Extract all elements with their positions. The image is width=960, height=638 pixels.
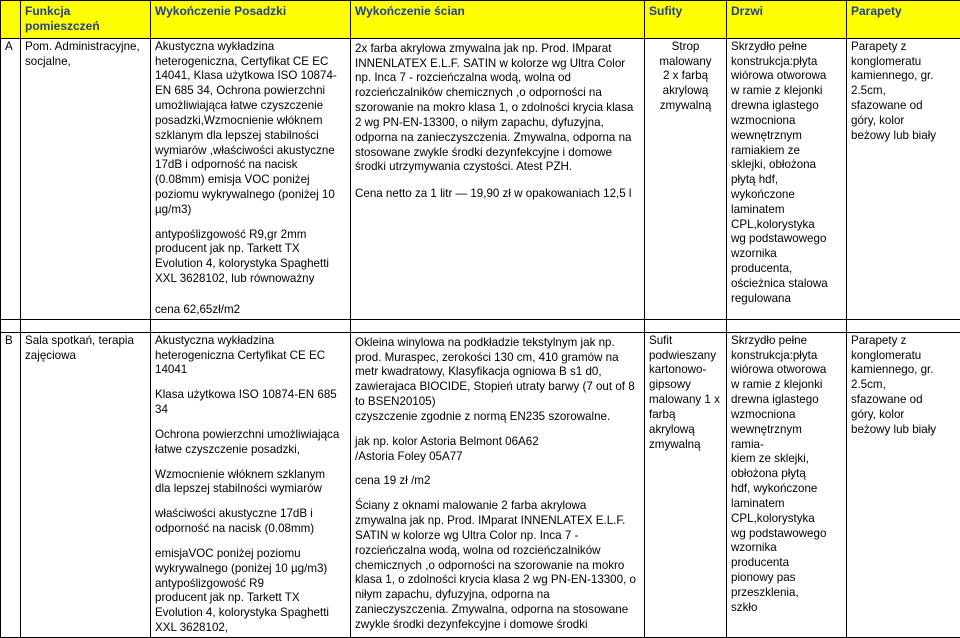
floor-finish: Akustyczna wykładzina heterogeniczna Certyfikat CE EC 14041 Klasa użytkowa ISO 10874-EN 685 34 Ochrona powierzchni umożliwiająca łatwe czyszczenie posadzki, Wzmocnienie włóknem szklanym dla lepszej stabilności wymiarów właściwości akustyczne 17dB i odporność na nacisk (0.08mm) emisjaVOC poniżej poziomu wykrywalnego (poniżej 10 µg/m3) antypoślizgowość R9 producent jak np. Tarkett TX Evolution 4, kolorystyka Spaghetti XXL 3628102,: [151, 332, 351, 637]
table-row: [1, 38, 960, 319]
row-id: B: [1, 332, 21, 637]
header-id: [1, 1, 21, 39]
row-id: A: [1, 38, 21, 319]
ceiling-finish: Sufit podwieszany kartonowo- gipsowy malowany 1 x farbą akrylową zmywalną: [645, 332, 727, 637]
table-row: [1, 332, 960, 637]
wall-finish: 2x farba akrylowa zmywalna jak np. Prod. IMparat INNENLATEX E.L.F. SATIN w kolorze wg Ultra Color np. Inca 7 - rozcieńczalna wodą, wolna od rozcieńczalników chemicznych ,o odporności na szorowanie na mokro klasa 1, o zdolności krycia klasa 2 wg PN-EN-13300, o niłym zapachu, dyfuzyjna, odporna na zanieczyszczenia. Zmywalna, odporna na stosowane zwykle środki dezynfekcyjne i domowe środki utrzymywania czystości. Atest PZH. Cena netto za 1 litr — 19,90 zł w opakowaniach 12,5 l: [351, 38, 645, 319]
header-window-sills: Parapety: [847, 1, 960, 39]
header-wall-finish: Wykończenie ścian: [351, 1, 645, 39]
wall-finish: Okleina winylowa na podkładzie tekstylnym jak np. prod. Muraspec, zerokości 130 cm, 410 gramów na metr kwadratowy, Klasyfikacja ogniowa B s1 d0, zawierajaca BIOCIDE, Stopień utraty barwy (7 out of 8 to BSEN20105) czyszczenie zgodnie z normą EN235 szorowalne. jak np. kolor Astoria Belmont 06A62 /Astoria Foley 05A77 cena 19 zł /m2 Ściany z oknami malowanie 2 farba akrylowa zmywalna jak np. Prod. IMparat INNENLATEX E.L.F. SATIN w kolorze wg Ultra Color np. Inca 7 - rozcieńczalna wodą, wolna od rozcieńczalników chemicznych ,o odporności na szorowanie na mokro klasa 1, o zdolności krycia klasa 2 wg PN-EN-13300, o niłym zapachu, dyfuzyjna, odporna na zanieczyszczenia. Zmywalna, odporna na stosowane zwykle środki dezynfekcyjne i domowe środki: [351, 332, 645, 637]
ceiling-finish: Strop malowany 2 x farbą akrylową zmywalną: [645, 38, 727, 319]
door-spec: Skrzydło pełne konstrukcja:płyta wiórowa otworowa w ramie z klejonki drewna iglastego wzmocniona wewnętrznym ramia- kiem ze sklejki, obłożona płytą hdf, wykończone laminatem CPL,kolorystyka wg podstawowego wzornika producenta pionowy pas przeszklenia, szkło: [727, 332, 847, 637]
header-doors: Drzwi: [727, 1, 847, 39]
row-separator: [1, 319, 960, 332]
room-function: Pom. Administracyjne, socjalne,: [21, 38, 151, 319]
floor-finish: Akustyczna wykładzina heterogeniczna, Certyfikat CE EC 14041, Klasa użytkowa ISO 10874- EN 685 34, Ochrona powierzchni umożliwiająca łatwe czyszczenie posadzki,Wzmocnienie włóknem szklanym dla lepszej stabilności wymiarów ,właściwości akustyczne 17dB i odporność na nacisk (0.08mm) emisja VOC poniżej poziomu wykrywalnego (poniżej 10 µg/m3) antypoślizgowość R9,gr 2mm producent jak np. Tarkett TX Evolution 4, kolorystyka Spaghetti XXL 3628102, lub równoważny cena 62,65zł/m2: [151, 38, 351, 319]
header-ceilings: Sufity: [645, 1, 727, 39]
header-floor-finish: Wykończenie Posadzki: [151, 1, 351, 39]
door-spec: Skrzydło pełne konstrukcja:płyta wiórowa otworowa w ramie z klejonki drewna iglastego wzmocniona wewnętrznym ramiakiem ze sklejki, obłożona płytą hdf, wykończone laminatem CPL,kolorystyka wg podstawowego wzornika producenta, ościeżnica stalowa regulowana: [727, 38, 847, 319]
header-row: [1, 1, 960, 39]
sill-spec: Parapety z konglomeratu kamiennego, gr. 2.5cm, sfazowane od góry, kolor beżowy lub biały: [847, 38, 960, 319]
header-room-function: Funkcja pomieszczeń: [21, 1, 151, 39]
sill-spec: Parapety z konglomeratu kamiennego, gr. 2.5cm, sfazowane od góry, kolor beżowy lub biały: [847, 332, 960, 637]
room-function: Sala spotkań, terapia zajęciowa: [21, 332, 151, 637]
